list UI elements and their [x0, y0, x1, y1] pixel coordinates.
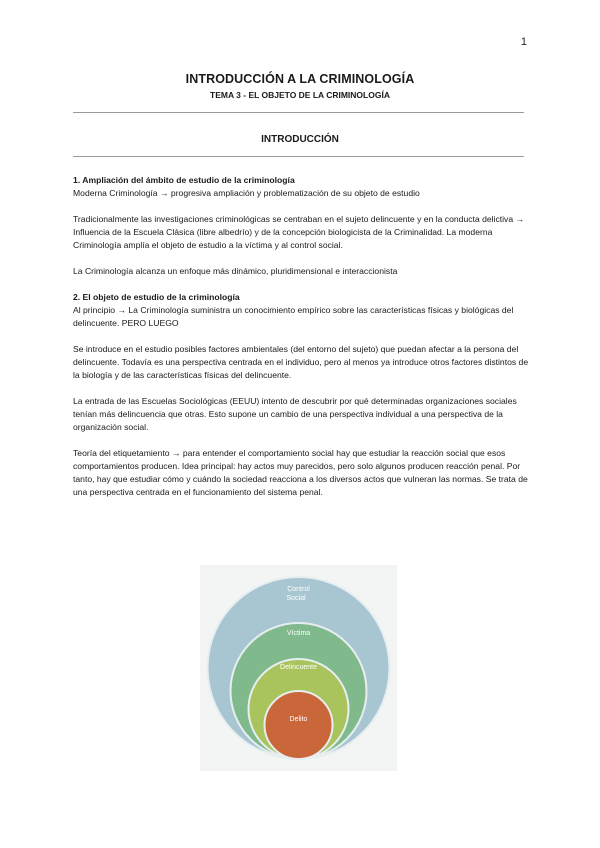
- label-delito: Delito: [289, 716, 308, 723]
- paragraph: La Criminología alcanza un enfoque más dinámico, pluridimensional e interaccionista: [73, 266, 398, 276]
- document-subtitle: TEMA 3 - EL OBJETO DE LA CRIMINOLOGÍA: [210, 90, 390, 100]
- document-body: [73, 174, 529, 512]
- section-2-intro: [73, 291, 529, 330]
- circle-delito: [265, 691, 333, 759]
- section-1-heading: 1. Ampliación del ámbito de estudio de la criminología: [73, 175, 295, 185]
- label-victima: Víctima: [286, 630, 311, 637]
- divider-bottom: [73, 156, 524, 157]
- divider-top: [73, 112, 524, 113]
- nested-circles-diagram: [200, 565, 397, 771]
- section-2-line: Al principio → La Criminología suministra un conocimiento empírico sobre las características físicas y biológicas del delincuente. PERO LUEGO: [73, 305, 514, 328]
- label-control: Control: [287, 586, 310, 593]
- paragraph: Se introduce en el estudio posibles factores ambientales (del entorno del sujeto) que puedan afectar a la persona del delincuente. Todavía es una perspectiva centrada en el individuo, pero al menos ya introduce otros factores distintos de la biología y de las características físicas del delincuente.: [73, 344, 529, 380]
- paragraph: Tradicionalmente las investigaciones criminológicas se centraban en el sujeto delincuente y en la conducta delictiva → Influencia de la Escuela Clásica (libre albedrío) y de la concepción biologicista de la Criminalidad. La moderna Criminología amplía el objeto de estudio a la víctima y al control social.: [73, 214, 525, 250]
- label-social: Social: [286, 595, 306, 602]
- section-2-heading: 2. El objeto de estudio de la criminología: [73, 292, 240, 302]
- section-1-line: Moderna Criminología → progresiva ampliación y problematización de su objeto de estudio: [73, 188, 420, 198]
- paragraph: Teoría del etiquetamiento → para entender el comportamiento social hay que estudiar la reacción social que esos comportamientos producen. Idea principal: hay actos muy parecidos, pero solo algunos producen reacción penal. Por tanto, hay que estudiar cómo y cuándo la sociedad reacciona a los diversos actos que vulneran las normas. Se trata de una perspectiva centrada en el funcionamiento del sistema penal.: [73, 448, 528, 497]
- document-title: INTRODUCCIÓN A LA CRIMINOLOGÍA: [185, 72, 415, 86]
- label-delincuente: Delincuente: [280, 664, 317, 671]
- page-number: 1: [520, 36, 527, 48]
- section-1-intro: [73, 174, 529, 200]
- diagram-svg: [200, 565, 397, 771]
- document-header: [0, 72, 600, 100]
- paragraph: La entrada de las Escuelas Sociológicas (EEUU) intento de descubrir por qué determinadas organizaciones sociales tenían más delincuencia que otras. Esto supone un cambio de una perspectiva individual a una perspectiva de la organización social.: [73, 396, 517, 432]
- section-title: INTRODUCCIÓN: [261, 134, 339, 145]
